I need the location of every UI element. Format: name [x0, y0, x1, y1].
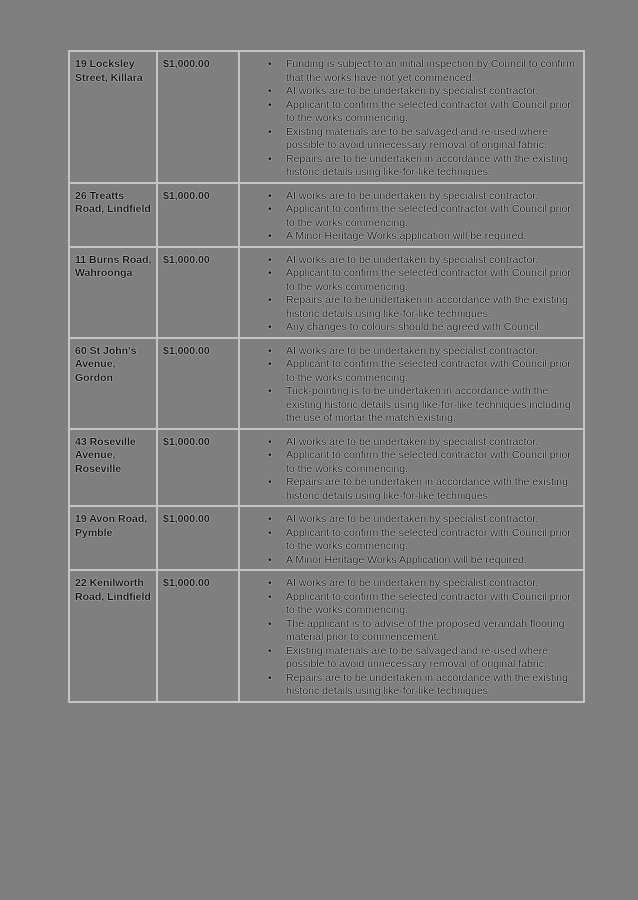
bullet-icon: • — [268, 617, 272, 630]
condition-text: Repairs are to be undertaken in accordance with the existing historic details using like-for-like techniques. — [286, 671, 568, 697]
bullet-icon: • — [268, 553, 272, 566]
condition-text: AI works are to be undertaken by specialist contractor. — [286, 577, 539, 589]
bullet-icon: • — [268, 513, 272, 525]
condition-item — [268, 385, 579, 426]
condition-text: Applicant to confirm the selected contractor with Council prior to the works commencing. — [286, 203, 571, 229]
conditions-list — [242, 345, 579, 426]
condition-text: Repairs are to be undertaken in accordance with the existing historic details using like-for-like techniques. — [286, 294, 568, 320]
amount-cell: $1,000.00 — [157, 338, 239, 429]
condition-item — [268, 435, 579, 450]
conditions-list — [242, 190, 579, 244]
condition-text: Applicant to confirm the selected contractor with Council prior to the works commencing. — [286, 98, 571, 124]
condition-text: Repairs are to be undertaken in accordance with the existing historic details using like-for-like techniques. — [286, 152, 568, 178]
table-row — [69, 506, 584, 570]
table-row — [69, 51, 584, 183]
amount-cell: $1,000.00 — [157, 183, 239, 247]
conditions-cell — [239, 338, 584, 429]
amount-cell: $1,000.00 — [157, 429, 239, 507]
condition-item — [268, 203, 579, 230]
bullet-icon: • — [268, 267, 272, 279]
table-row — [69, 247, 584, 338]
conditions-cell — [239, 247, 584, 338]
condition-text: Repairs are to be undertaken in accordance with the existing historic details using like-for-like techniques. — [286, 476, 568, 502]
condition-text: The applicant is to advise of the proposed verandah flooring material prior to commencement. — [286, 617, 565, 643]
table-row — [69, 338, 584, 429]
condition-item — [268, 644, 579, 672]
bullet-icon: • — [268, 577, 272, 589]
conditions-cell — [239, 51, 584, 183]
condition-item — [268, 189, 579, 204]
bullet-icon: • — [268, 58, 272, 70]
address-cell: 22 Kenilworth Road, Lindfield — [69, 570, 157, 702]
table-row — [69, 183, 584, 247]
condition-item — [268, 125, 579, 153]
bullet-icon: • — [268, 253, 272, 266]
condition-item — [268, 267, 579, 294]
condition-text: AI works are to be undertaken by specialist contractor. — [286, 85, 539, 97]
condition-item — [268, 253, 579, 268]
bullet-icon: • — [268, 590, 272, 603]
condition-text: Applicant to confirm the selected contractor with Council prior to the works commencing. — [286, 526, 571, 552]
amount-cell: $1,000.00 — [157, 570, 239, 702]
bullet-icon: • — [268, 344, 272, 357]
condition-item — [268, 58, 579, 85]
bullet-icon: • — [268, 189, 272, 202]
address-cell: 60 St John's Avenue, Gordon — [69, 338, 157, 429]
condition-item — [268, 590, 579, 618]
address-cell: 43 Roseville Avenue, Roseville — [69, 429, 157, 507]
condition-text: A Minor Heritage Works application will be required. — [286, 230, 527, 242]
bullet-icon: • — [268, 98, 272, 111]
table-row — [69, 429, 584, 507]
bullet-icon: • — [268, 125, 272, 138]
condition-item — [268, 553, 579, 568]
condition-text: Tuck-pointing is to be undertaken in accordance with the existing historic details using like-for-like techniques including the use of mortar the match existing. — [286, 385, 571, 424]
bullet-icon: • — [268, 435, 272, 448]
bullet-icon: • — [268, 294, 272, 306]
condition-text: AI works are to be undertaken by specialist contractor. — [286, 253, 539, 266]
conditions-cell — [239, 570, 584, 702]
address-cell: 19 Locksley Street, Killara — [69, 51, 157, 183]
condition-text: AI works are to be undertaken by specialist contractor. — [286, 435, 539, 448]
condition-item — [268, 526, 579, 554]
bullet-icon: • — [268, 321, 272, 333]
bullet-icon: • — [268, 358, 272, 370]
condition-item — [268, 358, 579, 385]
condition-item — [268, 476, 579, 503]
condition-text: Applicant to confirm the selected contractor with Council prior to the works commencing. — [286, 449, 571, 475]
bullet-icon: • — [268, 476, 272, 488]
address-cell: 19 Avon Road, Pymble — [69, 506, 157, 570]
amount-cell: $1,000.00 — [157, 247, 239, 338]
bullet-icon: • — [268, 152, 272, 165]
condition-text: Any changes to colours should be agreed with Council. — [286, 321, 542, 333]
conditions-list — [242, 436, 579, 504]
conditions-cell — [239, 429, 584, 507]
condition-text: Existing materials are to be salvaged and re-used where possible to avoid unnecessary removal of original fabric. — [286, 125, 549, 151]
amount-cell: $1,000.00 — [157, 506, 239, 570]
condition-item — [268, 321, 579, 335]
condition-item — [268, 230, 579, 244]
table-body — [69, 51, 584, 702]
address-cell: 26 Treatts Road, Lindfield — [69, 183, 157, 247]
condition-item — [268, 152, 579, 180]
condition-item — [268, 617, 579, 645]
condition-text: Funding is subject to an initial inspection by Council to confirm that the works have not yet commenced. — [286, 58, 575, 84]
bullet-icon: • — [268, 671, 272, 684]
condition-item — [268, 85, 579, 99]
bullet-icon: • — [268, 526, 272, 539]
condition-text: AI works are to be undertaken by specialist contractor. — [286, 344, 539, 357]
condition-item — [268, 294, 579, 321]
condition-item — [268, 577, 579, 591]
condition-item — [268, 671, 579, 699]
condition-text: AI works are to be undertaken by specialist contractor. — [286, 513, 539, 525]
conditions-list — [242, 254, 579, 335]
bullet-icon: • — [268, 85, 272, 97]
bullet-icon: • — [268, 449, 272, 461]
condition-text: AI works are to be undertaken by specialist contractor. — [286, 189, 539, 202]
condition-text: Existing materials are to be salvaged and re-used where possible to avoid unnecessary removal of original fabric. — [286, 644, 549, 670]
condition-text: Applicant to confirm the selected contractor with Council prior to the works commencing. — [286, 590, 571, 616]
conditions-list — [242, 58, 579, 180]
condition-text: Applicant to confirm the selected contractor with Council prior to the works commencing. — [286, 267, 571, 293]
condition-text: Applicant to confirm the selected contractor with Council prior to the works commencing. — [286, 358, 571, 384]
conditions-list — [242, 577, 579, 699]
conditions-cell — [239, 506, 584, 570]
grants-table — [68, 50, 585, 703]
address-cell: 11 Burns Road, Wahroonga — [69, 247, 157, 338]
condition-item — [268, 513, 579, 527]
table-row — [69, 570, 584, 702]
bullet-icon: • — [268, 203, 272, 215]
conditions-list — [242, 513, 579, 567]
condition-item — [268, 344, 579, 359]
condition-text: A Minor Heritage Works Application will be required. — [286, 553, 527, 566]
condition-item — [268, 98, 579, 126]
bullet-icon: • — [268, 385, 272, 397]
bullet-icon: • — [268, 230, 272, 242]
amount-cell: $1,000.00 — [157, 51, 239, 183]
condition-item — [268, 449, 579, 476]
bullet-icon: • — [268, 644, 272, 657]
conditions-cell — [239, 183, 584, 247]
